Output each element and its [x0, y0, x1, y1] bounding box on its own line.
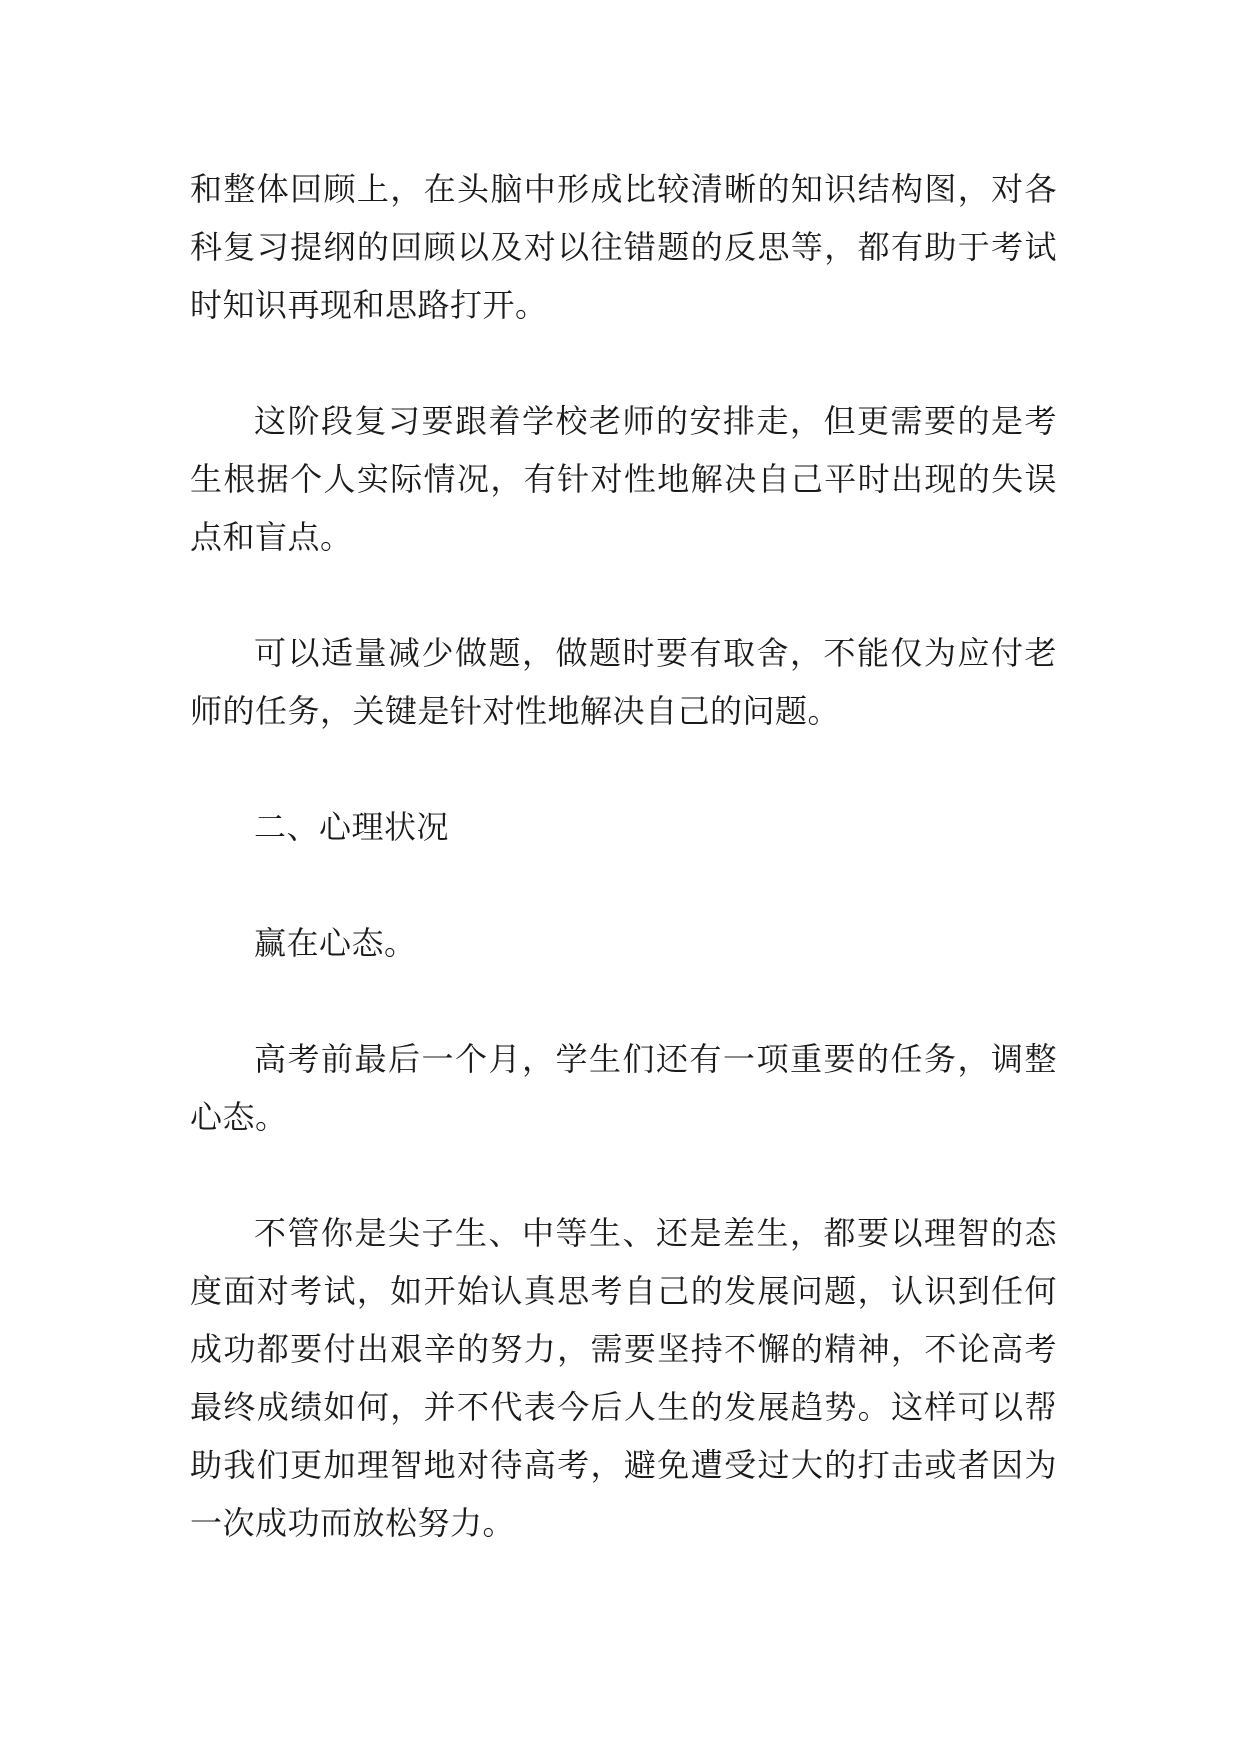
- section-heading-psychology: 二、心理状况: [254, 808, 450, 846]
- document-body: [190, 160, 1057, 1610]
- paragraph-win-mindset: 赢在心态。: [254, 924, 417, 962]
- paragraph-rational-attitude: 不管你是尖子生、中等生、还是差生，都要以理智的态度面对考试，如开始认真思考自己的发展问题，认识到任何成功都要付出艰辛的努力，需要坚持不懈的精神，不论高考最终成绩如何，并不代表今后人生的发展趋势。这样可以帮助我们更加理智地对待高考，避免遭受过大的打击或者因为一次成功而放松努力。: [190, 1214, 1057, 1542]
- paragraph-reduce-exercises: 可以适量减少做题，做题时要有取舍，不能仅为应付老师的任务，关键是针对性地解决自己的问题。: [190, 634, 1057, 730]
- paragraph-review-arrangement: 这阶段复习要跟着学校老师的安排走，但更需要的是考生根据个人实际情况，有针对性地解决自己平时出现的失误点和盲点。: [190, 402, 1057, 556]
- paragraph-adjust-mindset: 高考前最后一个月，学生们还有一项重要的任务，调整心态。: [190, 1040, 1057, 1136]
- paragraph-continuation: 和整体回顾上，在头脑中形成比较清晰的知识结构图，对各科复习提纲的回顾以及对以往错题的反思等，都有助于考试时知识再现和思路打开。: [190, 170, 1057, 324]
